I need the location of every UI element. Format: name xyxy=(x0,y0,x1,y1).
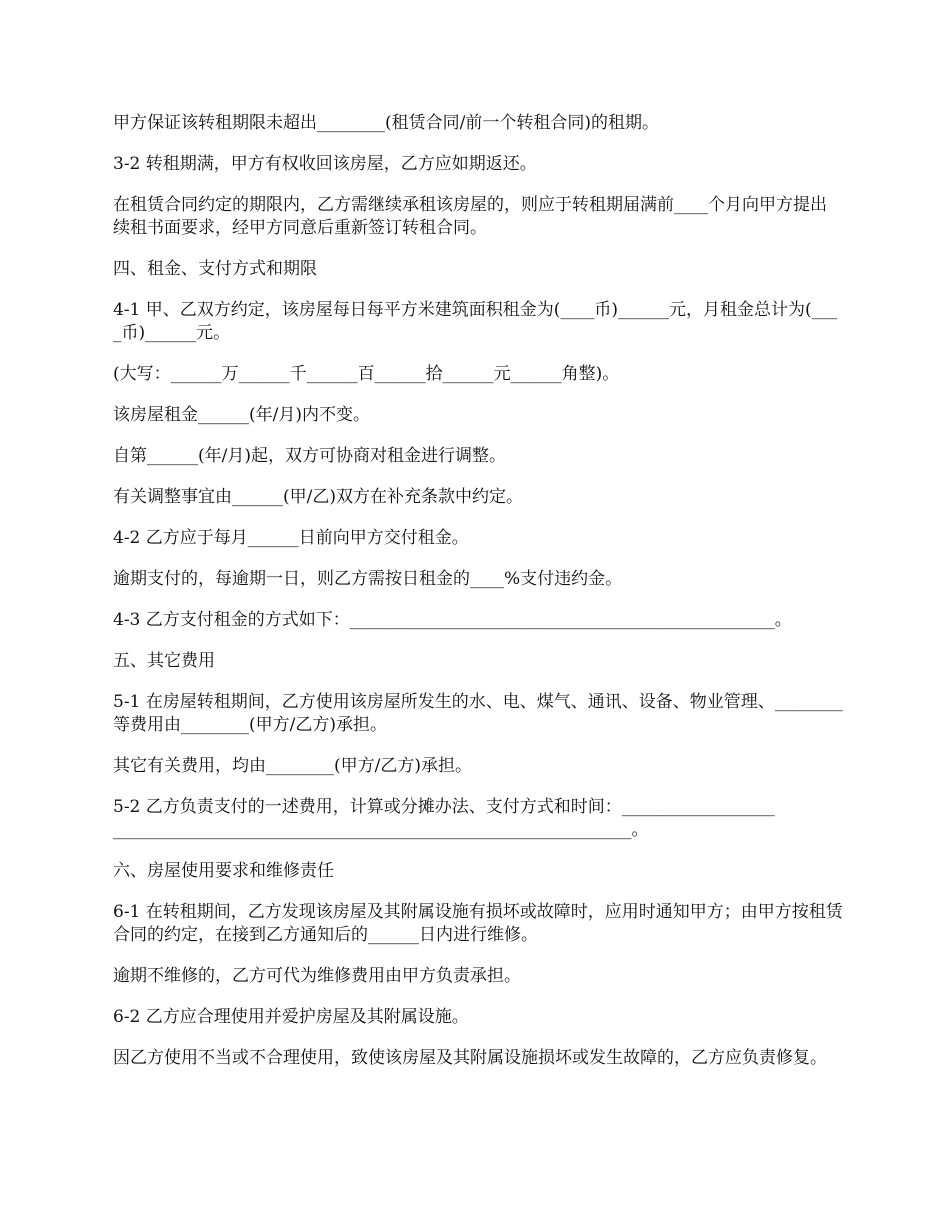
clause-5-2: 5-2 乙方负责支付的一述费用，计算或分摊办法、支付方式和时间：__________________ _____________________________________________________________。 xyxy=(113,797,775,840)
clause-late-penalty: 逾期支付的，每逾期一日，则乙方需按日租金的____%支付违约金。 xyxy=(113,569,623,589)
clause-6-2: 6-2 乙方应合理使用并爱护房屋及其附属设施。 xyxy=(113,1007,469,1027)
clause-4-2: 4-2 乙方应于每月______日前向甲方交付租金。 xyxy=(113,528,469,548)
clause-3-2: 3-2 转租期满，甲方有权收回该房屋，乙方应如期返还。 xyxy=(113,154,537,174)
clause-5-1: 5-1 在房屋转租期间，乙方使用该房屋所发生的水、电、煤气、通讯、设备、物业管理、________等费用由________(甲方/乙方)承担。 xyxy=(113,692,843,735)
clause-improper-use: 因乙方使用不当或不合理使用，致使该房屋及其附属设施损坏或发生故障的，乙方应负责修复。 xyxy=(113,1048,827,1068)
section-heading-other-fees: 五、其它费用 xyxy=(113,651,215,671)
clause-adjustment-terms: 有关调整事宜由______(甲/乙)双方在补充条款中约定。 xyxy=(113,487,523,507)
clause-other-fees: 其它有关费用，均由________(甲方/乙方)承担。 xyxy=(113,756,472,776)
clause-rent-unchanged: 该房屋租金______(年/月)内不变。 xyxy=(113,405,370,425)
document-body xyxy=(113,112,843,1088)
clause-overdue-repair: 逾期不维修的，乙方可代为维修费用由甲方负责承担。 xyxy=(113,966,521,986)
section-heading-maintenance: 六、房屋使用要求和维修责任 xyxy=(113,861,334,881)
clause-amount-in-words: (大写：______万______千______百______拾______元______角整)。 xyxy=(113,364,620,384)
clause-4-1: 4-1 甲、乙双方约定，该房屋每日每平方米建筑面积租金为(____币)______元，月租金总计为(____币)______元。 xyxy=(113,300,838,343)
clause-rent-adjustment: 自第______(年/月)起，双方可协商对租金进行调整。 xyxy=(113,446,506,466)
clause-renewal-request: 在租赁合同约定的期限内，乙方需继续承租该房屋的，则应于转租期届满前____个月向甲方提出续租书面要求，经甲方同意后重新签订转租合同。 xyxy=(113,195,827,238)
clause-sublease-term-limit: 甲方保证该转租期限未超出________(租赁合同/前一个转租合同)的租期。 xyxy=(113,113,659,133)
clause-6-1: 6-1 在转租期间，乙方发现该房屋及其附属设施有损坏或故障时，应用时通知甲方；由甲方按租赁合同的约定，在接到乙方通知后的______日内进行维修。 xyxy=(113,902,843,945)
clause-4-3: 4-3 乙方支付租金的方式如下：__________________________________________________。 xyxy=(113,610,792,630)
section-heading-rent: 四、租金、支付方式和期限 xyxy=(113,259,317,279)
